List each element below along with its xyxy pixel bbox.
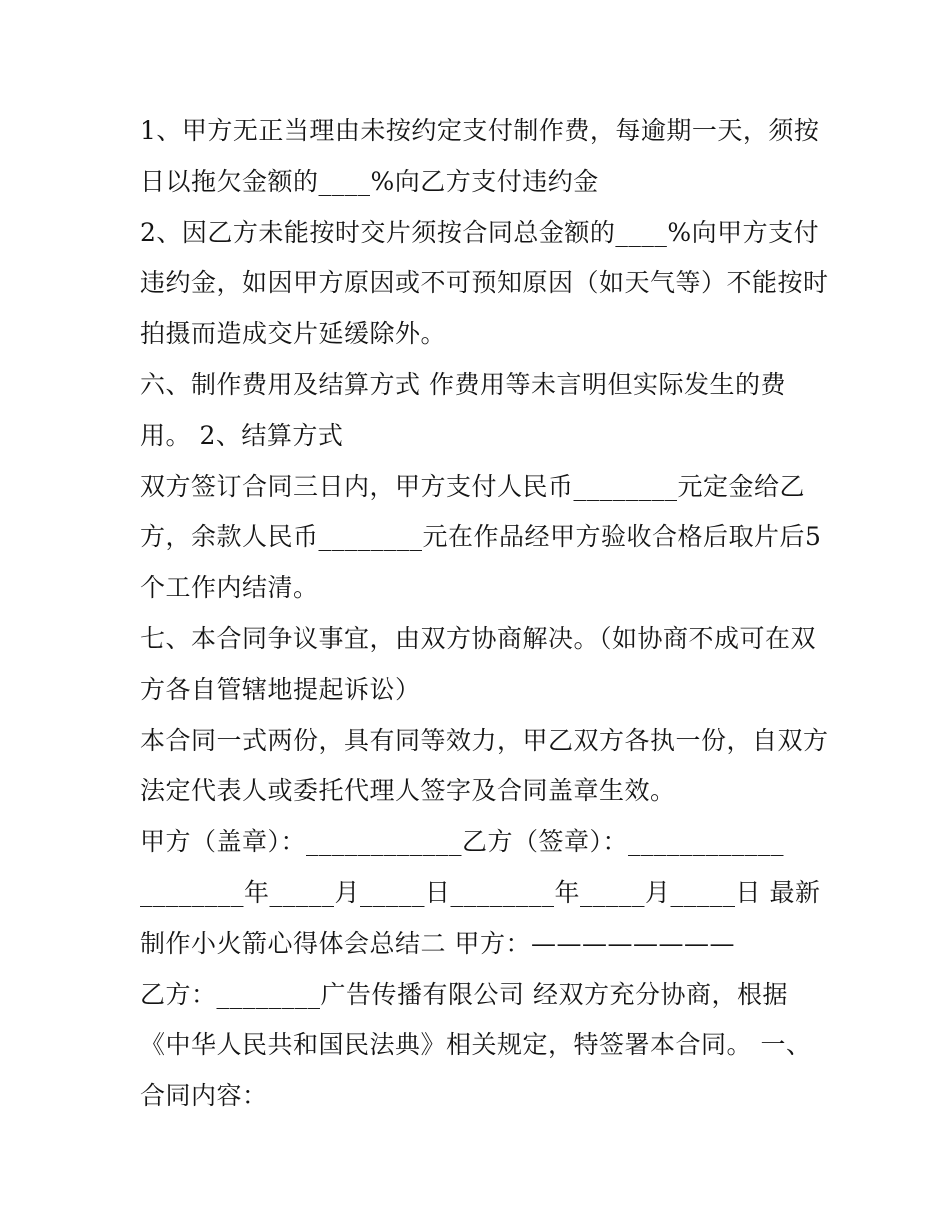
text-line: 日以拖欠金额的____%向乙方支付违约金 [140, 166, 599, 196]
text-line: 方，余款人民币________元在作品经甲方验收合格后取片后5 [140, 522, 822, 552]
text-line: 用。 2、结算方式 [140, 420, 344, 450]
text-line: 双方签订合同三日内，甲方支付人民币________元定金给乙 [140, 471, 806, 501]
text-line: 六、制作费用及结算方式 作费用等未言明但实际发生的费 [140, 369, 786, 399]
text-line: 制作小火箭心得体会总结二 甲方：———————— [140, 928, 735, 958]
text-line: 合同内容： [140, 1081, 268, 1111]
text-line: 法定代表人或委托代理人签字及合同盖章生效。 [140, 776, 676, 806]
text-line: 违约金，如因甲方原因或不可预知原因（如天气等）不能按时 [140, 268, 829, 298]
text-line: 个工作内结清。 [140, 573, 319, 603]
text-line: 拍摄而造成交片延缓除外。 [140, 319, 447, 349]
text-line: 乙方：________广告传播有限公司 经双方充分协商，根据 [140, 979, 788, 1009]
document-body [140, 106, 829, 1122]
text-line: 方各自管辖地提起诉讼） [140, 674, 421, 704]
text-line: 七、本合同争议事宜，由双方协商解决。（如协商不成可在双 [140, 623, 817, 653]
date-line: ________年_____月_____日________年_____月_____日 最新 [140, 877, 821, 907]
text-line: 1、甲方无正当理由未按约定支付制作费，每逾期一天，须按 [140, 116, 820, 145]
text-line: 本合同一式两份，具有同等效力，甲乙双方各执一份，自双方 [140, 725, 829, 755]
text-line: 2、因乙方未能按时交片须按合同总金额的____%向甲方支付 [140, 217, 820, 247]
signature-line: 甲方（盖章）：____________乙方（签章）：____________ [140, 827, 785, 857]
text-line: 《中华人民共和国民法典》相关规定，特签署本合同。 一、 [140, 1030, 812, 1060]
